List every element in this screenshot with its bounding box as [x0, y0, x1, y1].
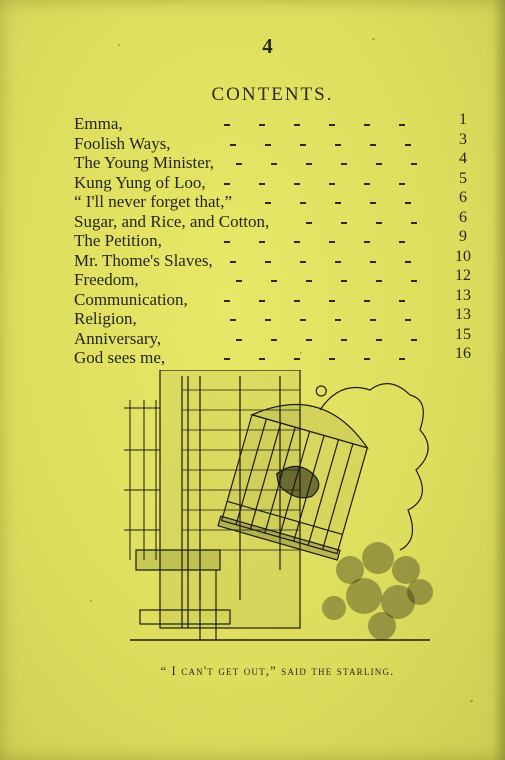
leader-dash: [405, 202, 411, 204]
toc-entry-page: 12: [455, 267, 471, 284]
toc-entry-title: Kung Yung of Loo,: [74, 172, 206, 192]
toc-entry-page: 1: [459, 111, 467, 128]
leader-dash: [329, 124, 335, 126]
toc-entry-page: 13: [455, 306, 471, 323]
toc-entry-page: 3: [459, 130, 467, 148]
leader-dash: [265, 261, 271, 263]
leader-dash: [399, 124, 405, 126]
leader-dash: [230, 319, 236, 321]
leader-dash: [224, 300, 230, 302]
leader-dash: [405, 144, 411, 146]
leader-dash: [294, 358, 300, 360]
leader-dash: [306, 163, 312, 165]
leader-dash: [265, 144, 271, 146]
leader-dash: [405, 319, 411, 321]
leader-dash: [300, 144, 306, 146]
leader-dash: [271, 163, 277, 165]
leader-dash: [236, 339, 242, 341]
leader-dash: [259, 358, 265, 360]
leader-dash: [364, 183, 370, 185]
leader-dash: [329, 241, 335, 243]
leader-dash: [341, 222, 347, 224]
toc-entry-page: 4: [459, 150, 467, 167]
contents-heading: CONTENTS.: [211, 84, 334, 105]
leader-dash: [265, 202, 271, 204]
toc-entry: [74, 306, 478, 329]
leader-dash: [399, 358, 405, 360]
leader-dash: [376, 222, 382, 224]
toc-entry-title: Mr. Thome's Slaves,: [74, 250, 213, 270]
leader-dash: [300, 261, 306, 263]
leader-dash: [236, 280, 242, 282]
toc-entry: [74, 150, 478, 173]
leader-dash: [364, 300, 370, 302]
toc-entry: [74, 267, 478, 290]
toc-entry-page: 16: [455, 345, 471, 362]
leader-dash: [259, 241, 265, 243]
leader-dash: [335, 202, 341, 204]
toc-entry: [74, 325, 478, 349]
leader-dash: [341, 163, 347, 165]
leader-dash: [300, 202, 306, 204]
paper-speck: [470, 700, 473, 702]
toc-entry: [74, 111, 478, 134]
leader-dash: [230, 144, 236, 146]
toc-entry: [74, 130, 478, 154]
illustration-caption: “ I can't get out,” said the starling.: [160, 664, 395, 678]
leader-dash: [294, 300, 300, 302]
leader-dash: [329, 183, 335, 185]
toc-entry-title: The Petition,: [74, 231, 162, 250]
toc-entry-title: Freedom,: [74, 270, 139, 289]
starling-in-cage-engraving-icon: [120, 370, 440, 650]
toc-entry-title: Emma,: [74, 114, 123, 133]
leader-dash: [370, 202, 376, 204]
toc-entry: [74, 189, 478, 212]
leader-dash: [259, 300, 265, 302]
leader-dash: [364, 358, 370, 360]
leader-dash: [224, 241, 230, 243]
leader-dash: [265, 319, 271, 321]
leader-dash: [224, 183, 230, 185]
leader-dash: [370, 144, 376, 146]
leader-dash: [411, 222, 417, 224]
leader-dash: [364, 124, 370, 126]
leader-dash: [341, 280, 347, 282]
leader-dash: [271, 280, 277, 282]
table-of-contents: [74, 111, 478, 368]
toc-entry-page: 9: [459, 228, 467, 245]
leader-dash: [294, 241, 300, 243]
leader-dash: [259, 183, 265, 185]
toc-entry-title: Foolish Ways,: [74, 133, 171, 153]
leader-dash: [376, 339, 382, 341]
leader-dash: [399, 300, 405, 302]
leader-dash: [236, 163, 242, 165]
page-edge-shadow: [493, 0, 505, 760]
leader-dash: [329, 358, 335, 360]
toc-entry-page: 15: [455, 325, 471, 343]
toc-entry-title: The Young Minister,: [74, 153, 215, 172]
toc-entry-page: 10: [455, 247, 471, 265]
toc-entry-page: 13: [455, 286, 471, 304]
leader-dash: [399, 183, 405, 185]
toc-entry-title: Communication,: [74, 289, 188, 309]
toc-entry-title: Sugar, and Rice, and Cotton,: [74, 211, 270, 231]
leader-dash: [306, 280, 312, 282]
toc-entry-title: Religion,: [74, 309, 137, 328]
leader-dash: [411, 339, 417, 341]
leader-dash: [370, 319, 376, 321]
leader-dash: [306, 222, 312, 224]
toc-entry: [74, 247, 478, 271]
leader-dash: [405, 261, 411, 263]
leader-dash: [335, 144, 341, 146]
toc-entry-page: 6: [459, 189, 467, 206]
leader-dash: [411, 163, 417, 165]
leader-dash: [335, 261, 341, 263]
toc-entry: [74, 286, 478, 310]
leader-dash: [294, 183, 300, 185]
toc-entry-title: “ I'll never forget that,”: [74, 192, 233, 211]
toc-entry-page: 6: [459, 208, 467, 226]
leader-dash: [399, 241, 405, 243]
toc-entry-title: Anniversary,: [74, 328, 162, 348]
leader-dash: [364, 241, 370, 243]
toc-entry: [74, 228, 478, 251]
leader-dash: [230, 261, 236, 263]
toc-entry: [74, 169, 478, 193]
leader-dash: [259, 124, 265, 126]
leader-dash: [376, 280, 382, 282]
leader-dash: [271, 339, 277, 341]
toc-entry: [74, 345, 478, 368]
leader-dash: [335, 319, 341, 321]
leader-dash: [306, 339, 312, 341]
leader-dash: [370, 261, 376, 263]
paper-speck: [90, 600, 92, 602]
leader-dash: [376, 163, 382, 165]
toc-entry-page: 5: [459, 169, 467, 187]
page-number: 4: [262, 34, 273, 58]
leader-dash: [411, 280, 417, 282]
leader-dash: [224, 124, 230, 126]
toc-entry-title: God sees me,: [74, 348, 166, 367]
leader-dash: [329, 300, 335, 302]
leader-dash: [224, 358, 230, 360]
leader-dash: [341, 339, 347, 341]
leader-dash: [300, 319, 306, 321]
leader-dash: [294, 124, 300, 126]
toc-entry: [74, 208, 478, 232]
